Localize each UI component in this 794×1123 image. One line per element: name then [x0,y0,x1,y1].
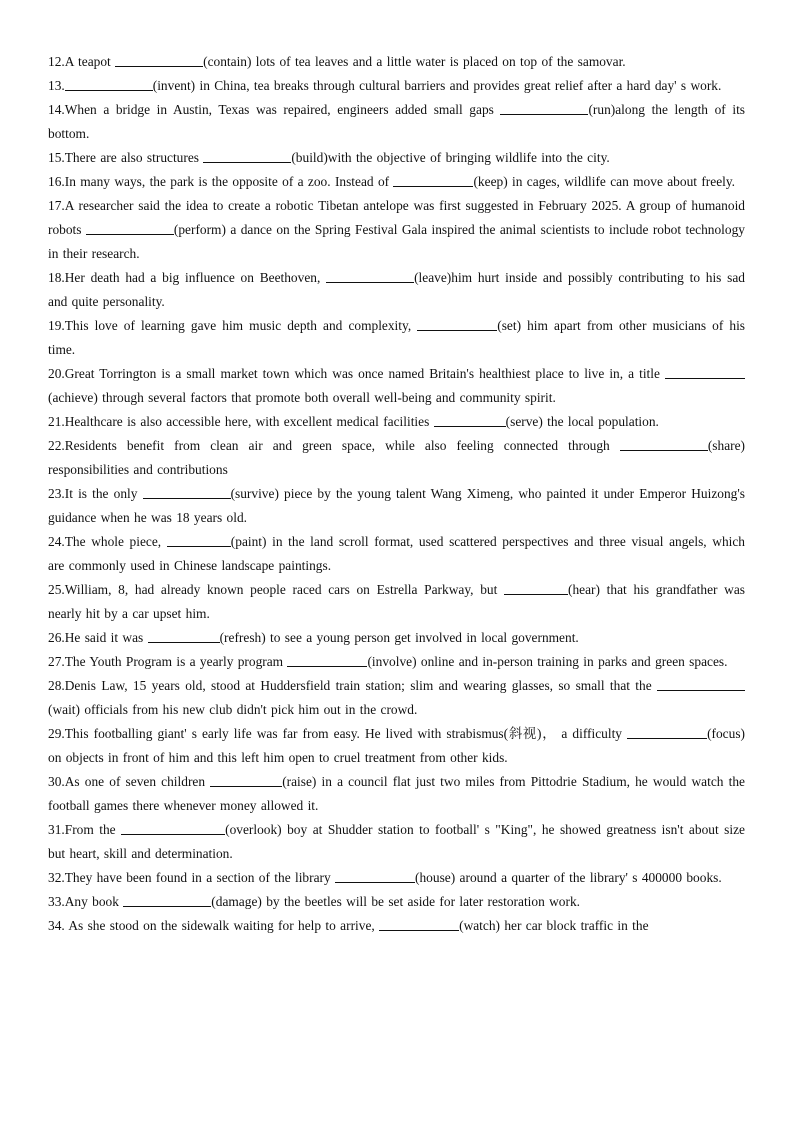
answer-blank[interactable] [393,172,473,187]
question-number: 20. [48,366,65,381]
question-text-before: A researcher said the idea to create a robotic Tibetan antelope was first suggested in February 2025. A group of humanoid robots [48,198,745,237]
question-text-after: (leave)him hurt inside and possibly contributing to his sad and quite personality. [48,270,745,309]
question-number: 22. [48,438,65,453]
question-item [48,146,745,170]
question-text-after: (involve) online and in-person training in parks and green spaces. [367,654,728,669]
answer-blank[interactable] [121,820,225,835]
question-text-after: (damage) by the beetles will be set aside for later restoration work. [211,894,580,909]
answer-blank[interactable] [65,76,153,91]
answer-blank[interactable] [148,628,220,643]
question-number: 28. [48,678,65,693]
question-number: 16. [48,174,65,189]
question-text-after: (perform) a dance on the Spring Festival Gala inspired the animal scientists to include robot technology in their research. [48,222,745,261]
answer-blank[interactable] [115,52,203,67]
question-text-before: William, 8, had already known people raced cars on Estrella Parkway, but [64,582,505,597]
answer-blank[interactable] [335,868,415,883]
question-text-after: (hear) that his grandfather was nearly hit by a car upset him. [48,582,746,621]
question-text-after: (survive) piece by the young talent Wang Ximeng, who painted it under Emperor Huizong's guidance when he was 18 years old. [48,486,745,525]
question-number: 14. [48,102,65,117]
question-text-after: (serve) the local population. [505,414,659,429]
question-text-after: (raise) in a council flat just two miles from Pittodrie Stadium, he would watch the football games there whenever money allowed it. [48,774,745,813]
question-text-after: (wait) officials from his new club didn't pick him out in the crowd. [48,702,418,717]
question-item [48,362,745,410]
question-text-after: (achieve) through several factors that promote both overall well-being and community spirit. [48,390,556,405]
question-item [48,890,745,914]
question-item [48,770,745,818]
question-item [48,314,745,362]
question-text-after: (overlook) boy at Shudder station to football' s "King", he showed greatness isn't about size but heart, skill and determination. [48,822,745,861]
question-number: 15. [48,150,65,165]
question-item [48,914,745,938]
question-text-after: (watch) her car block traffic in the [459,918,649,933]
answer-blank[interactable] [326,268,414,283]
question-text-before: This footballing giant' s early life was far from easy. He lived with strabismus(斜视)， a difficulty [64,726,628,741]
question-number: 26. [48,630,65,645]
exercise-page [48,50,745,938]
question-text-after: (share) responsibilities and contributions [48,438,745,477]
answer-blank[interactable] [287,652,367,667]
answer-blank[interactable] [210,772,282,787]
question-item [48,722,745,770]
question-item [48,410,745,434]
question-text-before: Great Torrington is a small market town which was once named Britain's healthiest place to live in, a title [64,366,665,381]
question-item [48,818,745,866]
question-text-after: (build)with the objective of bringing wildlife into the city. [291,150,610,165]
answer-blank[interactable] [203,148,291,163]
question-text-before: Any book [64,894,124,909]
answer-blank[interactable] [167,532,231,547]
question-number: 12. [48,54,65,69]
question-text-before: As one of seven children [64,774,211,789]
question-item [48,650,745,674]
question-item [48,674,745,722]
question-text-before: Her death had a big influence on Beethoven, [64,270,327,285]
question-text-before: He said it was [64,630,148,645]
question-item [48,194,745,266]
question-text-after: (paint) in the land scroll format, used scattered perspectives and three visual angels, which are commonly used in Chinese landscape paintings. [48,534,745,573]
question-text-before: There are also structures [64,150,204,165]
question-item [48,434,745,482]
question-item [48,50,745,74]
question-text-after: (run)along the length of its bottom. [48,102,745,141]
question-number: 25. [48,582,65,597]
question-text-before: When a bridge in Austin, Texas was repaired, engineers added small gaps [64,102,501,117]
question-text-after: (refresh) to see a young person get involved in local government. [219,630,579,645]
question-text-before: As she stood on the sidewalk waiting for help to arrive, [64,918,380,933]
answer-blank[interactable] [434,412,506,427]
question-number: 32. [48,870,65,885]
question-item [48,170,745,194]
question-item [48,530,745,578]
question-item [48,98,745,146]
question-text-after: (invent) in China, tea breaks through cultural barriers and provides great relief after a hard day' s work. [152,78,722,93]
question-text-before: It is the only [64,486,143,501]
question-number: 17. [48,198,65,213]
answer-blank[interactable] [379,916,459,931]
question-text-before: The whole piece, [64,534,167,549]
question-text-after: (focus) on objects in front of him and this left him open to cruel treatment from other kids. [48,726,745,765]
question-item [48,866,745,890]
question-number: 34. [48,918,65,933]
question-number: 24. [48,534,65,549]
answer-blank[interactable] [143,484,231,499]
question-item [48,74,745,98]
question-text-after: (set) him apart from other musicians of his time. [48,318,746,357]
question-text-after: (house) around a quarter of the library' s 400000 books. [415,870,722,885]
answer-blank[interactable] [500,100,588,115]
question-text-before: Residents benefit from clean air and green space, while also feeling connected through [64,438,620,453]
question-number: 23. [48,486,65,501]
question-text-before: Healthcare is also accessible here, with excellent medical facilities [64,414,434,429]
question-number: 13. [48,78,65,93]
answer-blank[interactable] [504,580,568,595]
question-number: 33. [48,894,65,909]
question-text-before: In many ways, the park is the opposite of a zoo. Instead of [64,174,394,189]
answer-blank[interactable] [627,724,707,739]
question-number: 31. [48,822,65,837]
question-number: 30. [48,774,65,789]
question-number: 19. [48,318,65,333]
question-item [48,482,745,530]
answer-blank[interactable] [620,436,708,451]
question-number: 18. [48,270,65,285]
question-text-before: This love of learning gave him music depth and complexity, [64,318,418,333]
question-text-before: They have been found in a section of the library [64,870,336,885]
question-item [48,578,745,626]
question-number: 27. [48,654,65,669]
question-text-before: A teapot [64,54,116,69]
answer-blank[interactable] [657,676,745,691]
question-text-before: Denis Law, 15 years old, stood at Huddersfield train station; slim and wearing glasses, so small that the [64,678,657,693]
answer-blank[interactable] [123,892,211,907]
question-text-after: (contain) lots of tea leaves and a little water is placed on top of the samovar. [203,54,626,69]
question-number: 21. [48,414,65,429]
question-item [48,626,745,650]
answer-blank[interactable] [86,220,174,235]
question-text-before: The Youth Program is a yearly program [64,654,288,669]
question-item [48,266,745,314]
answer-blank[interactable] [665,364,745,379]
answer-blank[interactable] [417,316,497,331]
question-number: 29. [48,726,65,741]
question-text-after: (keep) in cages, wildlife can move about freely. [473,174,736,189]
question-text-before: From the [64,822,122,837]
